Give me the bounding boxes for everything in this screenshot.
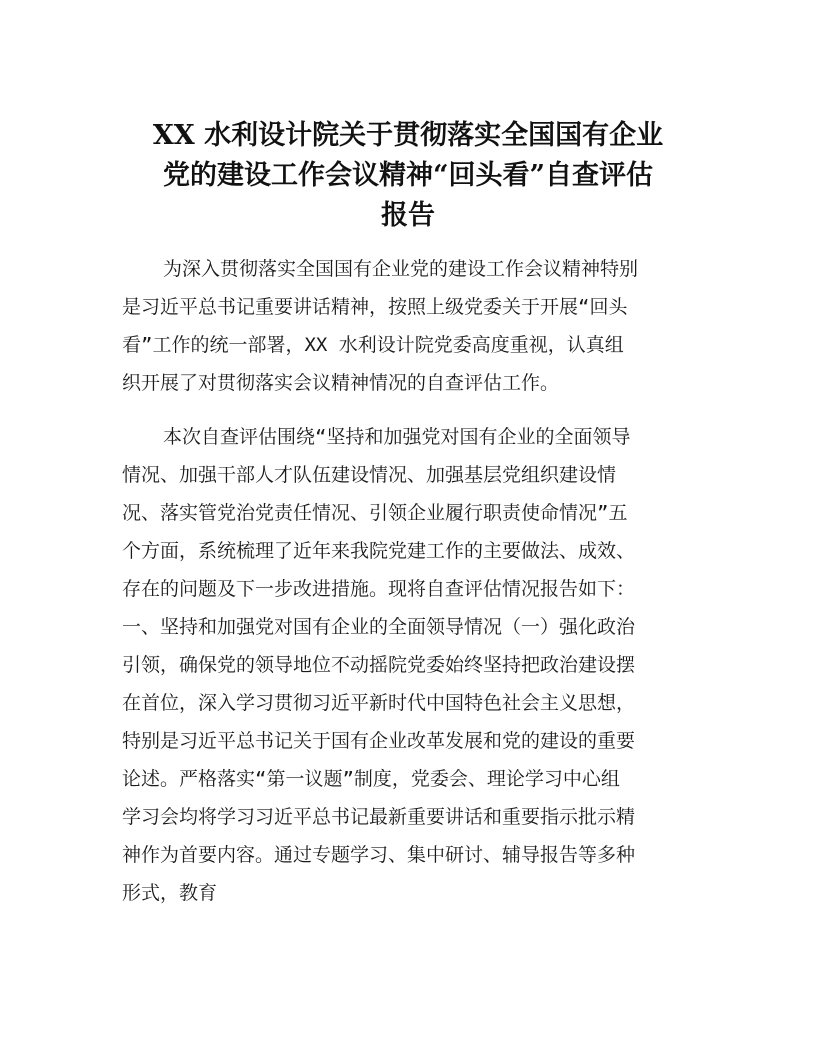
- text-line: 学习会均将学习习近平总书记最新重要讲话和重要指示批示精: [122, 806, 636, 828]
- text-line: 是习近平总书记重要讲话精神，按照上级党委关于开展“回头: [122, 296, 628, 318]
- title-line: XX 水利设计院关于贯彻落实全国国有企业: [152, 120, 664, 151]
- text-line: 织开展了对贯彻落实会议精神情况的自查评估工作。: [122, 372, 560, 394]
- paragraph-spacer: [122, 402, 698, 418]
- document-title: [112, 116, 704, 236]
- text-line: 特别是习近平总书记关于国有企业改革发展和党的建设的重要: [122, 730, 636, 752]
- title-line: 党的建设工作会议精神“回头看”自查评估: [162, 160, 654, 191]
- text-line: 神作为首要内容。通过专题学习、集中研讨、辅导报告等多种: [122, 844, 636, 866]
- text-line: 形式，教育: [122, 882, 218, 904]
- text-line: 为深入贯彻落实全国国有企业党的建设工作会议精神特别: [163, 258, 639, 280]
- paragraph-intro: [122, 250, 698, 402]
- title-line: 报告: [381, 200, 435, 231]
- paragraph-scope: [122, 418, 698, 912]
- text-line: 本次自查评估围绕“坚持和加强党对国有企业的全面领导: [163, 426, 631, 448]
- text-line: 况、落实管党治党责任情况、引领企业履行职责使命情况”五: [122, 502, 628, 524]
- text-line: 个方面，系统梳理了近年来我院党建工作的主要做法、成效、: [122, 540, 636, 562]
- text-line: 存在的问题及下一步改进措施。现将自查评估情况报告如下：: [122, 578, 636, 600]
- text-line: 看”工作的统一部署，XX 水利设计院党委高度重视，认真组: [122, 334, 624, 356]
- text-line: 论述。严格落实“第一议题”制度，党委会、理论学习中心组: [122, 768, 620, 790]
- text-line: 一、坚持和加强党对国有企业的全面领导情况（一）强化政治: [122, 616, 636, 638]
- document-body: [122, 250, 698, 912]
- text-line: 情况、加强干部人才队伍建设情况、加强基层党组织建设情: [122, 464, 617, 486]
- text-line: 引领，确保党的领导地位不动摇院党委始终坚持把政治建设摆: [122, 654, 636, 676]
- text-line: 在首位，深入学习贯彻习近平新时代中国特色社会主义思想，: [122, 692, 636, 714]
